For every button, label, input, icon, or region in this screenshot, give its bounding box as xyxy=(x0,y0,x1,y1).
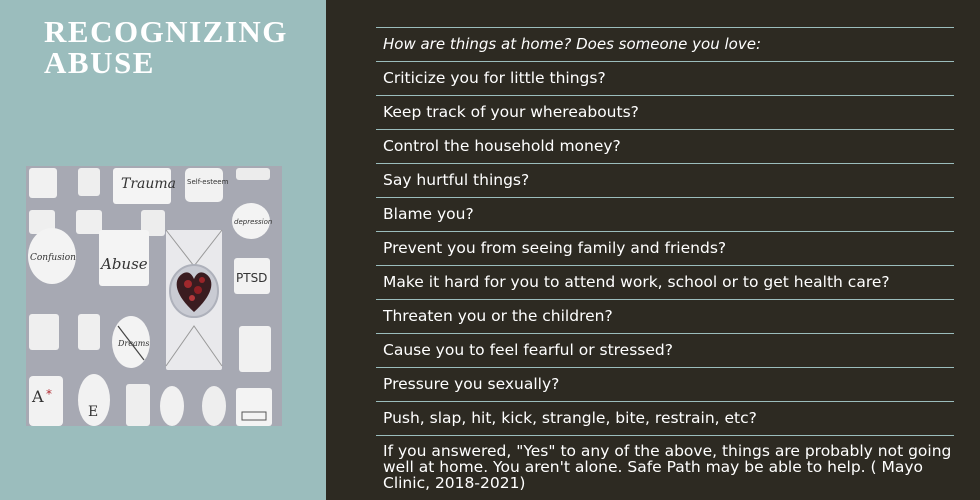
image-label-confusion: Confusion xyxy=(30,253,76,263)
list-item: Pressure you sexually? xyxy=(376,368,954,402)
abuse-words-photo xyxy=(26,166,282,426)
image-label-ptsd: PTSD xyxy=(236,271,268,285)
list-item: Control the household money? xyxy=(376,130,954,164)
closing-note: If you answered, "Yes" to any of the above, things are probably not going well at home. You aren't alone. Safe Path may be able to help. ( Mayo Clinic, 2018-2021) xyxy=(383,442,952,491)
image-label-depression: depression xyxy=(234,218,273,226)
left-panel xyxy=(0,0,326,500)
list-item: Blame you? xyxy=(376,198,954,232)
slide-title: RECOGNIZING ABUSE xyxy=(44,14,288,80)
list-item: Make it hard for you to attend work, school or to get health care? xyxy=(376,266,954,300)
image-label-trauma: Trauma xyxy=(121,176,177,192)
list-item: Say hurtful things? xyxy=(376,164,954,198)
list-item: Prevent you from seeing family and friends? xyxy=(376,232,954,266)
image-label-self-esteem: Self-esteem xyxy=(187,178,229,186)
list-item: Keep track of your whereabouts? xyxy=(376,96,954,130)
svg-text:*: * xyxy=(46,387,52,401)
list-item: Criticize you for little things? xyxy=(376,62,954,96)
list-item: Cause you to feel fearful or stressed? xyxy=(376,334,954,368)
list-item: Push, slap, hit, kick, strangle, bite, restrain, etc? xyxy=(376,402,954,436)
list-item: Threaten you or the children? xyxy=(376,300,954,334)
svg-text:E: E xyxy=(88,404,99,420)
questions-list xyxy=(376,27,954,491)
svg-text:A: A xyxy=(32,387,44,406)
image-label-dreams: Dreams xyxy=(118,339,150,348)
questions-intro: How are things at home? Does someone you love: xyxy=(376,28,954,62)
image-label-abuse: Abuse xyxy=(101,255,148,273)
